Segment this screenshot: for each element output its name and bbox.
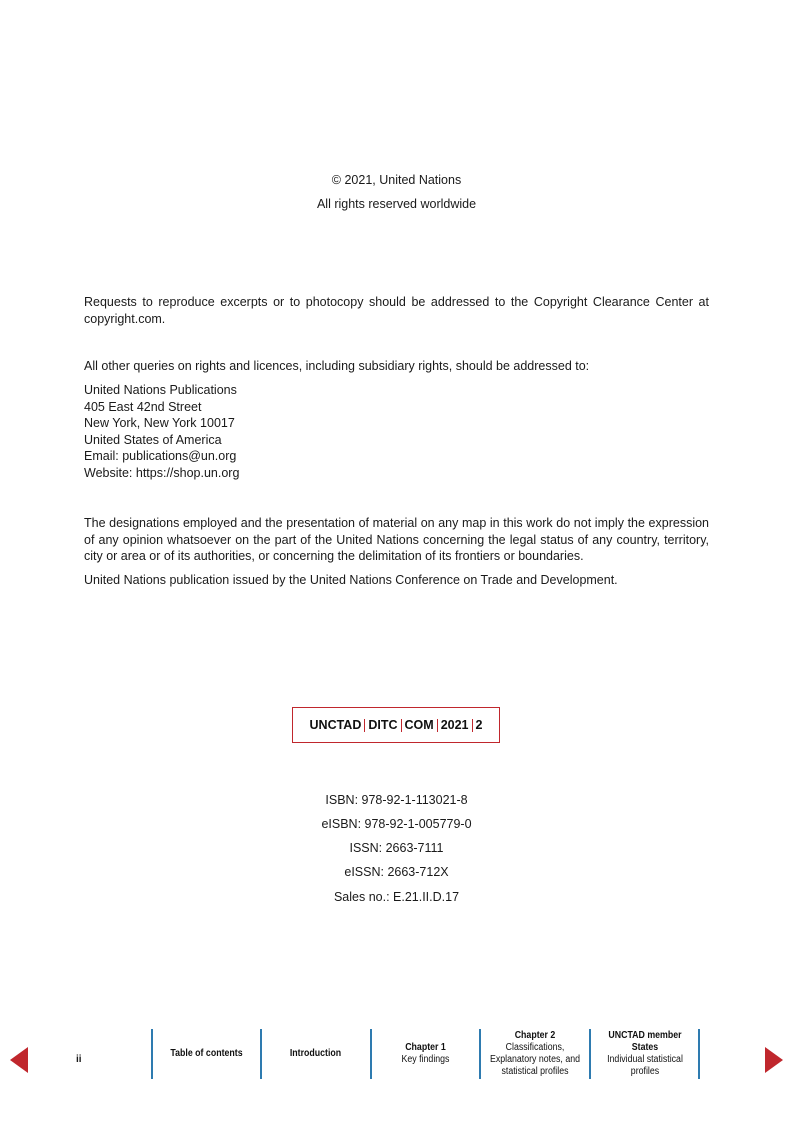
nav-member-states[interactable]: [597, 1029, 692, 1079]
nav-divider: [151, 1029, 153, 1079]
nav-divider: [698, 1029, 700, 1079]
issued-paragraph: United Nations publication issued by the United Nations Conference on Trade and Development.: [84, 573, 618, 587]
doc-code-separator: [472, 719, 473, 732]
issn-line: ISSN: 2663-7111: [349, 841, 444, 855]
nav-introduction[interactable]: [268, 1029, 362, 1079]
nav-ch1-subtitle: Key findings: [401, 1054, 450, 1065]
nav-toc-label: Table of contents: [170, 1048, 243, 1059]
copyright-line: © 2021, United Nations: [331, 173, 462, 187]
isbn-line: ISBN: 978-92-1-113021-8: [325, 793, 468, 807]
doc-code-part: COM: [404, 718, 434, 732]
queries-paragraph: All other queries on rights and licences, including subsidiary rights, should be addressed to:: [84, 359, 590, 373]
doc-code-part: 2021: [440, 718, 469, 732]
nav-chapter-1[interactable]: [378, 1029, 472, 1079]
address-website[interactable]: Website: https://shop.un.org: [84, 465, 240, 480]
nav-divider: [479, 1029, 481, 1079]
nav-table-of-contents[interactable]: [159, 1029, 253, 1079]
eisbn-line: eISBN: 978-92-1-005779-0: [321, 817, 472, 831]
doc-code-part: UNCTAD: [309, 718, 362, 732]
designations-paragraph: The designations employed and the presentation of material on any map in this work do not imply the expression of any opinion whatsoever on the part of the United Nations concerning the legal status of any country, territory, city or area or of its authorities, or concerning the delimitation of its frontiers or boundaries.: [84, 516, 709, 564]
sales-number-line: Sales no.: E.21.II.D.17: [333, 890, 460, 904]
doc-code-part: 2: [475, 718, 483, 732]
address-email[interactable]: Email: publications@un.org: [84, 449, 237, 464]
nav-divider: [260, 1029, 262, 1079]
nav-intro-label: Introduction: [289, 1048, 342, 1059]
nav-chapter-2[interactable]: [487, 1029, 582, 1079]
nav-members-subtitle-1: Individual statistical: [607, 1054, 683, 1065]
rights-reserved-line: All rights reserved worldwide: [316, 197, 477, 211]
document-symbol-box: [292, 707, 500, 743]
address-street: 405 East 42nd Street: [84, 399, 202, 414]
nav-members-subtitle-2: profiles: [630, 1066, 660, 1077]
doc-code-separator: [364, 719, 365, 732]
nav-ch2-subtitle-3: statistical profiles: [501, 1066, 569, 1077]
doc-code-separator: [401, 719, 402, 732]
previous-page-arrow-icon[interactable]: [10, 1047, 28, 1073]
next-page-arrow-icon[interactable]: [765, 1047, 783, 1073]
address-country: United States of America: [84, 432, 222, 447]
nav-divider: [589, 1029, 591, 1079]
nav-ch1-title: Chapter 1: [405, 1042, 446, 1053]
address-org: United Nations Publications: [84, 383, 237, 397]
nav-ch2-subtitle-2: Explanatory notes, and: [489, 1054, 581, 1065]
address-block: [84, 382, 239, 482]
reproduce-paragraph: Requests to reproduce excerpts or to photocopy should be addressed to the Copyright Clearance Center at copyright.com.: [84, 295, 709, 326]
nav-members-title: UNCTAD member States: [608, 1030, 682, 1053]
nav-divider: [370, 1029, 372, 1079]
eissn-line: eISSN: 2663-712X: [344, 865, 449, 879]
nav-ch2-title: Chapter 2: [514, 1030, 556, 1041]
doc-code-part: DITC: [368, 718, 398, 732]
address-city: New York, New York 10017: [84, 416, 235, 431]
nav-ch2-subtitle-1: Classifications,: [505, 1042, 565, 1053]
page-number: ii: [76, 1054, 82, 1065]
doc-code-separator: [437, 719, 438, 732]
